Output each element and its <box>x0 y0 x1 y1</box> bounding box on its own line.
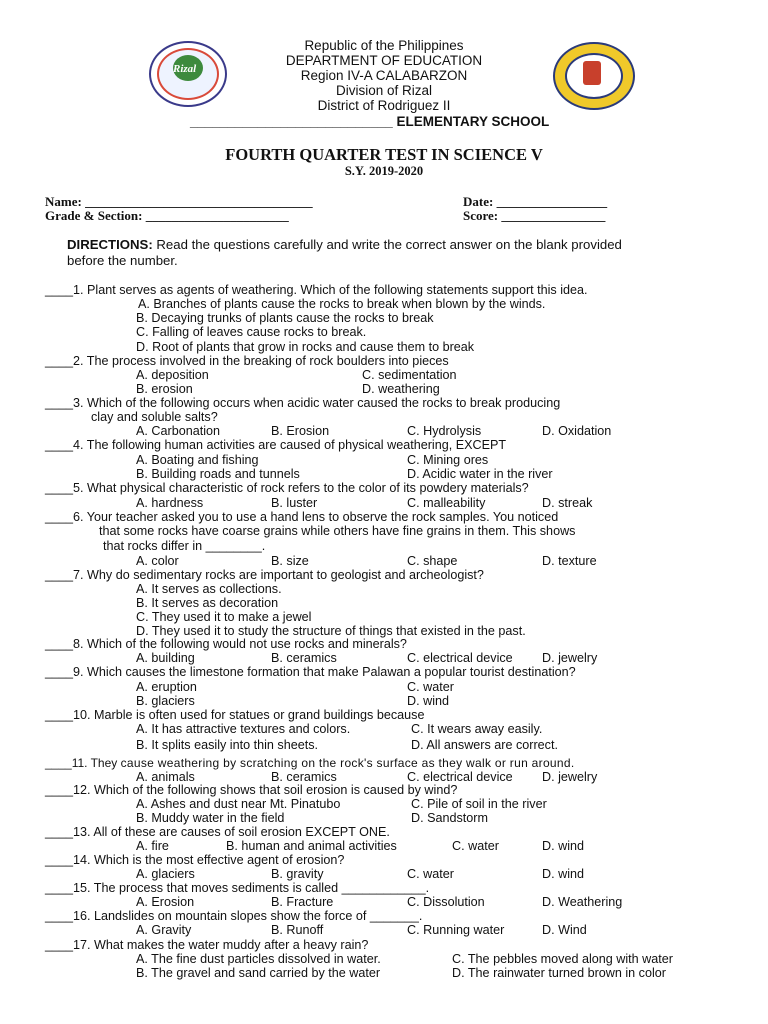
q13-option-d: D. wind <box>542 839 584 853</box>
q16-option-a: A. Gravity <box>136 923 192 937</box>
q4-option-a: A. Boating and fishing <box>136 453 259 467</box>
q15-option-b: B. Fracture <box>271 895 334 909</box>
q11-option-b: B. ceramics <box>271 770 337 784</box>
question-4: ____4. The following human activities are caused of physical weathering, EXCEPT <box>45 438 507 452</box>
q9-option-c: C. water <box>407 680 454 694</box>
q17-option-d: D. The rainwater turned brown in color <box>452 966 666 980</box>
question-2: ____2. The process involved in the breaking of rock boulders into pieces <box>45 354 449 368</box>
q12-option-d: D. Sandstorm <box>411 811 488 825</box>
question-3-cont: clay and soluble salts? <box>91 410 218 424</box>
header-line-division: Division of Rizal <box>335 83 433 98</box>
question-12: ____12. Which of the following shows that soil erosion is caused by wind? <box>45 783 458 797</box>
q9-option-d: D. wind <box>407 694 449 708</box>
school-label: ELEMENTARY SCHOOL <box>396 114 550 129</box>
q7-option-d: D. They used it to study the structure of things that existed in the past. <box>136 624 526 638</box>
directions-label: DIRECTIONS: <box>67 237 153 252</box>
q15-option-c: C. Dissolution <box>407 895 485 909</box>
q9-option-b: B. glaciers <box>136 694 195 708</box>
question-5: ____5. What physical characteristic of rock refers to the color of its powdery materials? <box>45 481 529 495</box>
question-6-cont1: that some rocks have coarse grains while others have fine grains in them. This shows <box>99 524 576 538</box>
q15-option-d: D. Weathering <box>542 895 623 909</box>
test-title: FOURTH QUARTER TEST IN SCIENCE V <box>225 145 543 164</box>
q12-option-a: A. Ashes and dust near Mt. Pinatubo <box>136 797 341 811</box>
q11-option-c: C. electrical device <box>407 770 513 784</box>
q5-option-b: B. luster <box>271 496 318 510</box>
q13-option-b: B. human and animal activities <box>226 839 397 853</box>
q11-text: cause weathering by scratching on the rock's surface as they walk or run around. <box>120 756 575 770</box>
q12-option-c: C. Pile of soil in the river <box>411 797 547 811</box>
q16-option-c: C. Running water <box>407 923 505 937</box>
q6-option-c: C. shape <box>407 554 458 568</box>
q15-option-a: A. Erosion <box>136 895 195 909</box>
q3-option-d: D. Oxidation <box>542 424 612 438</box>
q17-option-a: A. The fine dust particles dissolved in water. <box>136 952 381 966</box>
q10-option-b: B. It splits easily into thin sheets. <box>136 738 318 752</box>
q14-option-c: C. water <box>407 867 454 881</box>
q14-option-d: D. wind <box>542 867 584 881</box>
q2-option-c: C. sedimentation <box>362 368 457 382</box>
q4-option-d: D. Acidic water in the river <box>407 467 553 481</box>
q5-option-c: C. malleability <box>407 496 486 510</box>
q6-option-a: A. color <box>136 554 179 568</box>
school-year: S.Y. 2019-2020 <box>344 164 424 178</box>
school-blank: ___________________________ <box>190 114 393 129</box>
date-field: Date: _________________ <box>463 194 608 209</box>
q3-option-b: B. Erosion <box>271 424 330 438</box>
question-10: ____10. Marble is often used for statues or grand buildings because <box>45 708 425 722</box>
q3-option-c: C. Hydrolysis <box>407 424 482 438</box>
header-line-republic: Republic of the Philippines <box>304 38 464 53</box>
q2-option-b: B. erosion <box>136 382 193 396</box>
q9-option-a: A. eruption <box>136 680 197 694</box>
grade-section-field: Grade & Section: ______________________ <box>45 208 289 223</box>
q1-option-a: A. Branches of plants cause the rocks to break when blown by the winds. <box>138 297 546 311</box>
q2-option-d: D. weathering <box>362 382 440 396</box>
q1-option-b: B. Decaying trunks of plants cause the rocks to break <box>136 311 434 325</box>
q8-option-c: C. electrical device <box>407 651 513 665</box>
q5-option-a: A. hardness <box>136 496 204 510</box>
question-7: ____7. Why do sedimentary rocks are important to geologist and archeologist? <box>45 568 484 582</box>
q16-option-b: B. Runoff <box>271 923 324 937</box>
question-11 <box>45 756 574 770</box>
q17-option-c: C. The pebbles moved along with water <box>452 952 673 966</box>
q17-option-b: B. The gravel and sand carried by the water <box>136 966 381 980</box>
q1-option-d: D. Root of plants that grow in rocks and cause them to break <box>136 340 475 354</box>
header-line-region: Region IV-A CALABARZON <box>300 68 468 83</box>
q2-option-a: A. deposition <box>136 368 209 382</box>
q10-option-a: A. It has attractive textures and colors. <box>136 722 351 736</box>
q11-option-a: A. animals <box>136 770 195 784</box>
q11-number: ____11. They <box>45 756 118 770</box>
q13-option-a: A. fire <box>136 839 169 853</box>
question-17: ____17. What makes the water muddy after a heavy rain? <box>45 938 369 952</box>
q4-option-c: C. Mining ores <box>407 453 489 467</box>
q10-option-c: C. It wears away easily. <box>411 722 543 736</box>
school-name-blank <box>190 114 549 129</box>
q11-option-d: D. jewelry <box>542 770 598 784</box>
q6-option-d: D. texture <box>542 554 597 568</box>
q10-option-d: D. All answers are correct. <box>411 738 558 752</box>
q8-option-a: A. building <box>136 651 195 665</box>
name-field: Name: ___________________________________ <box>45 194 313 209</box>
header-line-district: District of Rodriguez II <box>317 98 451 113</box>
question-3: ____3. Which of the following occurs when acidic water caused the rocks to break producing <box>45 396 561 410</box>
directions-line1 <box>67 237 622 252</box>
q13-option-c: C. water <box>452 839 499 853</box>
seal-rizal-text: Rizal <box>173 63 197 75</box>
question-9: ____9. Which causes the limestone formation that make Palawan a popular tourist destination? <box>45 665 576 679</box>
q8-option-d: D. jewelry <box>542 651 598 665</box>
score-field: Score: ________________ <box>463 208 606 223</box>
q7-option-c: C. They used it to make a jewel <box>136 610 312 624</box>
q12-option-b: B. Muddy water in the field <box>136 811 285 825</box>
q3-option-a: A. Carbonation <box>136 424 221 438</box>
question-8: ____8. Which of the following would not use rocks and minerals? <box>45 637 407 651</box>
q1-option-c: C. Falling of leaves cause rocks to break. <box>136 325 367 339</box>
q7-option-a: A. It serves as collections. <box>136 582 282 596</box>
question-6-cont2: that rocks differ in ________. <box>103 539 266 553</box>
question-15: ____15. The process that moves sediments is called ____________. <box>45 881 430 895</box>
q16-option-d: D. Wind <box>542 923 587 937</box>
question-1: ____1. Plant serves as agents of weathering. Which of the following statements support this idea. <box>45 283 588 297</box>
q8-option-b: B. ceramics <box>271 651 337 665</box>
question-14: ____14. Which is the most effective agent of erosion? <box>45 853 345 867</box>
q14-option-a: A. glaciers <box>136 867 195 881</box>
header-line-deped: DEPARTMENT OF EDUCATION <box>285 53 483 68</box>
question-16: ____16. Landslides on mountain slopes show the force of _______. <box>45 909 423 923</box>
directions-line2: before the number. <box>67 253 178 268</box>
q4-option-b: B. Building roads and tunnels <box>136 467 300 481</box>
q5-option-d: D. streak <box>542 496 593 510</box>
q14-option-b: B. gravity <box>271 867 324 881</box>
question-6: ____6. Your teacher asked you to use a hand lens to observe the rock samples. You noticed <box>45 510 559 524</box>
directions-text: Read the questions carefully and write the correct answer on the blank provided <box>152 237 622 252</box>
q6-option-b: B. size <box>271 554 309 568</box>
question-13: ____13. All of these are causes of soil erosion EXCEPT ONE. <box>45 825 390 839</box>
q7-option-b: B. It serves as decoration <box>136 596 279 610</box>
